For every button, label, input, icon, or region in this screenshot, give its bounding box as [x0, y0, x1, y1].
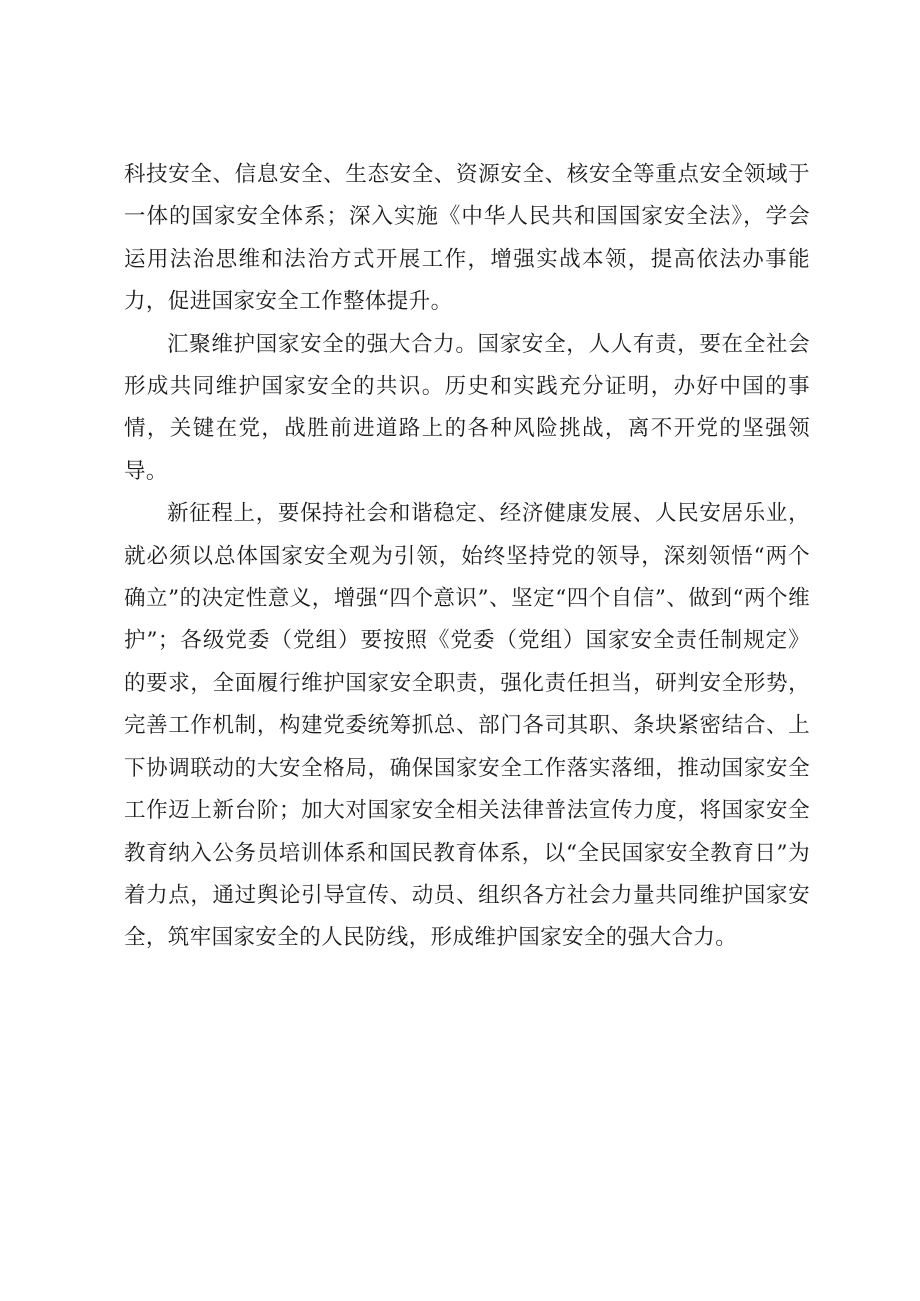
paragraph-continuation: 科技安全、信息安全、生态安全、资源安全、核安全等重点安全领域于一体的国家安全体系；深入实施《中华人民共和国国家安全法》，学会运用法治思维和法治方式开展工作，增强实战本领，提高依法办事能力，促进国家安全工作整体提升。	[124, 162, 810, 315]
paragraph-joint-force: 汇聚维护国家安全的强大合力。国家安全，人人有责，要在全社会形成共同维护国家安全的共识。历史和实践充分证明，办好中国的事情，关键在党，战胜前进道路上的各种风险挑战，离不开党的坚强领导。	[124, 331, 810, 484]
document-body	[124, 154, 810, 960]
paragraph-new-journey: 新征程上，要保持社会和谐稳定、经济健康发展、人民安居乐业，就必须以总体国家安全观为引领，始终坚持党的领导，深刻领悟“两个确立”的决定性意义，增强“四个意识”、坚定“四个自信”、做到“两个维护”；各级党委（党组）要按照《党委（党组）国家安全责任制规定》的要求，全面履行维护国家安全职责，强化责任担当，研判安全形势，完善工作机制，构建党委统筹抓总、部门各司其职、条块紧密结合、上下协调联动的大安全格局，确保国家安全工作落实落细，推动国家安全工作迈上新台阶；加大对国家安全相关法律普法宣传力度，将国家安全教育纳入公务员培训体系和国民教育体系，以“全民国家安全教育日”为着力点，通过舆论引导宣传、动员、组织各方社会力量共同维护国家安全，筑牢国家安全的人民防线，形成维护国家安全的强大合力。	[124, 501, 810, 951]
